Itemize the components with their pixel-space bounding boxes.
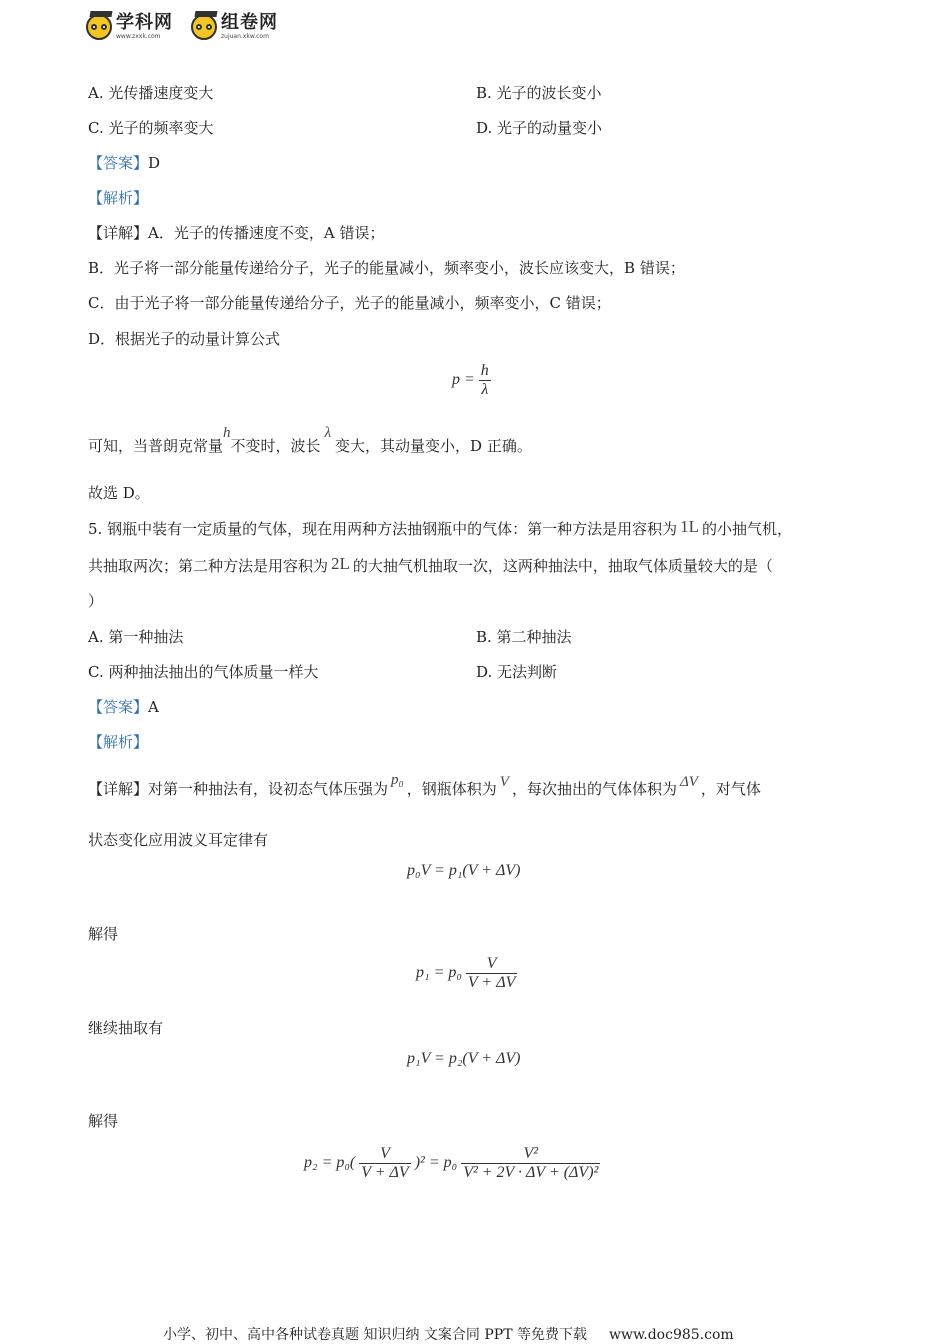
symbol-h: h bbox=[223, 425, 231, 441]
q5-answer bbox=[88, 696, 159, 717]
denominator: V + ΔV bbox=[361, 1164, 409, 1181]
answer-tag: 【答案】 bbox=[88, 154, 149, 172]
text: 5. 钢瓶中装有一定质量的气体，现在用两种方法抽钢瓶中的气体：第一种方法是用容积为 bbox=[88, 520, 678, 538]
q4-option-c: C. 光子的频率变大 bbox=[88, 119, 214, 137]
q5-stem-line1 bbox=[88, 518, 792, 539]
equation-p2 bbox=[304, 1145, 600, 1182]
fraction-1 bbox=[359, 1145, 410, 1182]
formula-lhs: p₁ = p₀ bbox=[416, 964, 462, 982]
text: 的小抽气机， bbox=[701, 520, 792, 538]
answer-value: D bbox=[148, 154, 161, 172]
numerator: V bbox=[466, 955, 517, 974]
denominator: λ bbox=[481, 381, 489, 398]
formula-lhs: p₂ = p₀( bbox=[304, 1154, 356, 1172]
mascot-icon bbox=[86, 14, 112, 40]
formula-lhs: p = bbox=[452, 371, 475, 389]
q5-analysis-tag: 【解析】 bbox=[88, 733, 149, 751]
denominator: V² + 2V · ΔV + (ΔV)² bbox=[463, 1164, 599, 1181]
q4-option-a: A. 光传播速度变大 bbox=[88, 84, 214, 102]
logo-url: zujuan.xkw.com bbox=[221, 33, 269, 40]
q5-option-d: D. 无法判断 bbox=[476, 663, 558, 681]
q5-solve-2: 解得 bbox=[88, 1112, 119, 1130]
boyle-equation-2: p₁V = p₂(V + ΔV) bbox=[407, 1050, 521, 1067]
detail-tag: 【详解】 bbox=[88, 780, 149, 798]
volume-2L: 2L bbox=[331, 554, 350, 573]
numerator: h bbox=[480, 362, 489, 379]
q5-stem-line3: ） bbox=[88, 592, 104, 610]
denominator: V + ΔV bbox=[467, 974, 516, 991]
symbol-p0: p₀ bbox=[391, 772, 404, 788]
text: 变大，其动量变小，D 正确。 bbox=[335, 437, 532, 455]
logo-url: www.zxxk.com bbox=[116, 33, 161, 40]
q5-option-c: C. 两种抽法抽出的气体质量一样大 bbox=[88, 663, 319, 681]
q4-option-b: B. 光子的波长变小 bbox=[476, 84, 602, 102]
q5-option-a: A. 第一种抽法 bbox=[88, 628, 184, 646]
q4-analysis-tag: 【解析】 bbox=[88, 189, 149, 207]
q4-detail-line3: C．由于光子将一部分能量传递给分子，光子的能量减小，频率变小，C 错误； bbox=[88, 294, 611, 312]
text: 共抽取两次；第二种方法是用容积为 bbox=[88, 557, 329, 575]
logo-title: 组卷网 bbox=[221, 12, 278, 33]
q4-conclusion: 故选 D。 bbox=[88, 484, 150, 502]
fraction-2 bbox=[461, 1145, 600, 1182]
symbol-V: V bbox=[499, 774, 509, 790]
text: 对第一种抽法有，设初态气体压强为 bbox=[148, 780, 389, 798]
symbol-lambda: λ bbox=[324, 425, 332, 441]
logo-title: 学科网 bbox=[116, 12, 173, 33]
q4-detail-line1 bbox=[88, 222, 384, 243]
footer-url[interactable]: www.doc985.com bbox=[608, 1327, 734, 1343]
formula-mid: )² = p₀ bbox=[414, 1154, 458, 1172]
text: ，钢瓶体积为 bbox=[406, 780, 497, 798]
text: 可知，当普朗克常量 bbox=[88, 437, 224, 455]
q5-solve-1: 解得 bbox=[88, 925, 119, 943]
text: 的大抽气机抽取一次，这两种抽法中，抽取气体质量较大的是（ bbox=[352, 557, 773, 575]
text: 不变时，波长 bbox=[230, 437, 321, 455]
fraction bbox=[479, 362, 491, 399]
answer-tag: 【答案】 bbox=[88, 698, 149, 716]
fraction bbox=[466, 955, 517, 992]
text: ，对气体 bbox=[700, 780, 761, 798]
q5-detail-line1 bbox=[88, 772, 761, 799]
detail-tag: 【详解】 bbox=[88, 224, 149, 242]
boyle-equation-1: p₀V = p₁(V + ΔV) bbox=[407, 862, 521, 879]
q4-detail-line4: D．根据光子的动量计算公式 bbox=[88, 330, 281, 348]
zujuanwang-logo bbox=[191, 14, 278, 40]
answer-value: A bbox=[148, 698, 159, 716]
q5-stem-line2 bbox=[88, 555, 773, 576]
q5-option-b: B. 第二种抽法 bbox=[476, 628, 572, 646]
q5-detail-line2: 状态变化应用波义耳定律有 bbox=[88, 831, 269, 849]
mascot-icon bbox=[191, 14, 217, 40]
numerator: V² bbox=[461, 1145, 600, 1164]
footer-text: 小学、初中、高中各种试卷真题 知识归纳 文案合同 PPT 等免费下载 bbox=[163, 1327, 587, 1343]
footer bbox=[163, 1324, 734, 1344]
q4-detail-line5 bbox=[88, 425, 532, 456]
volume-1L: 1L bbox=[680, 517, 699, 536]
numerator: V bbox=[359, 1145, 410, 1164]
xuekewang-logo bbox=[86, 14, 173, 40]
momentum-formula bbox=[452, 362, 491, 399]
q5-continue: 继续抽取有 bbox=[88, 1019, 164, 1037]
detail-text: A．光子的传播速度不变，A 错误； bbox=[148, 224, 385, 242]
equation-p1 bbox=[416, 955, 517, 992]
symbol-delta-V: ΔV bbox=[679, 774, 698, 790]
q4-answer bbox=[88, 152, 160, 173]
q4-detail-line2: B．光子将一部分能量传递给分子，光子的能量减小，频率变小，波长应该变大，B 错误； bbox=[88, 259, 685, 277]
q4-option-d: D. 光子的动量变小 bbox=[476, 119, 603, 137]
text: ，每次抽出的气体体积为 bbox=[511, 780, 677, 798]
